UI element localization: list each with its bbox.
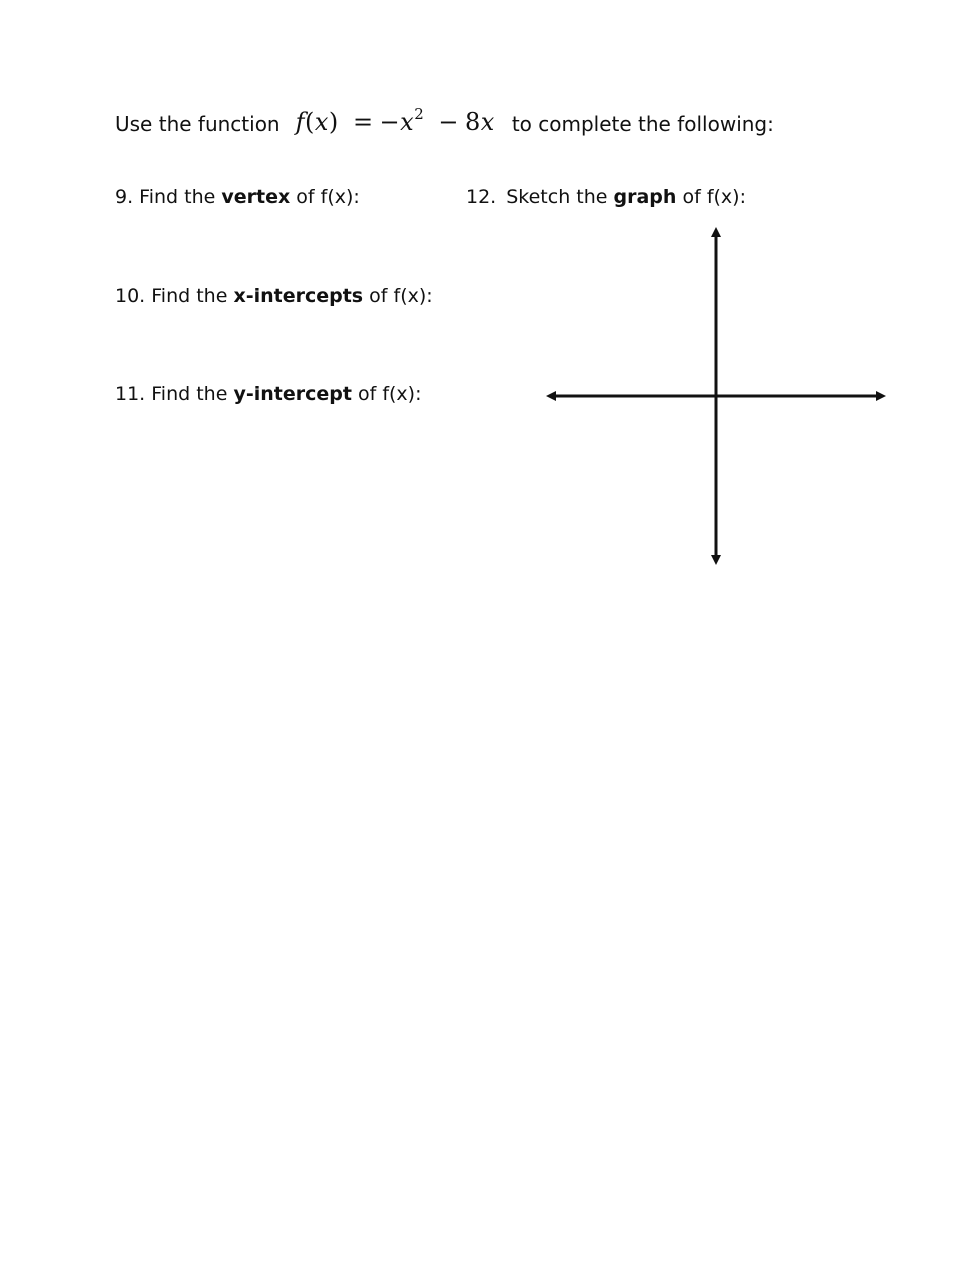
formula-minus-2: − [438, 107, 459, 136]
question-10-post: of f(x): [363, 285, 433, 307]
y-axis-bottom-arrow [711, 555, 721, 565]
question-9-post: of f(x): [290, 186, 360, 208]
x-axis-left-arrow [546, 391, 556, 401]
formula-f: f [295, 107, 305, 136]
formula-coefficient: 8 [465, 107, 481, 136]
question-10 [115, 285, 433, 307]
y-axis-top-arrow [711, 227, 721, 237]
question-11-keyword: y-intercept [233, 383, 352, 405]
instruction-suffix: to complete the following: [511, 112, 774, 136]
formula-x-linear: x [480, 107, 495, 136]
question-9-keyword: vertex [221, 186, 291, 208]
instruction-line [115, 104, 774, 144]
question-11-pre: 11. Find the [115, 383, 234, 405]
formula-minus: − [379, 107, 401, 136]
formula-paren-open: ( [305, 107, 315, 136]
question-12 [466, 186, 746, 208]
question-12-pre: Sketch the [506, 186, 614, 208]
formula-x-squared-base: x [400, 107, 415, 136]
question-12-number: 12. [466, 186, 497, 208]
question-12-keyword: graph [613, 186, 677, 208]
question-10-pre: 10. Find the [115, 285, 234, 307]
question-11-post: of f(x): [351, 383, 422, 405]
x-axis-right-arrow [876, 391, 886, 401]
formula-paren-close: ) [328, 107, 339, 136]
question-10-keyword: x-intercepts [233, 285, 364, 307]
question-9-pre: 9. Find the [115, 186, 222, 208]
formula-x: x [314, 107, 329, 136]
question-12-post: of f(x): [676, 186, 746, 208]
instruction-prefix: Use the function [115, 112, 280, 136]
formula-exponent: 2 [414, 104, 425, 123]
formula-equals: = [352, 107, 374, 136]
function-formula [295, 104, 495, 136]
question-9 [115, 186, 360, 208]
question-11 [115, 383, 422, 405]
coordinate-axes [540, 222, 892, 570]
